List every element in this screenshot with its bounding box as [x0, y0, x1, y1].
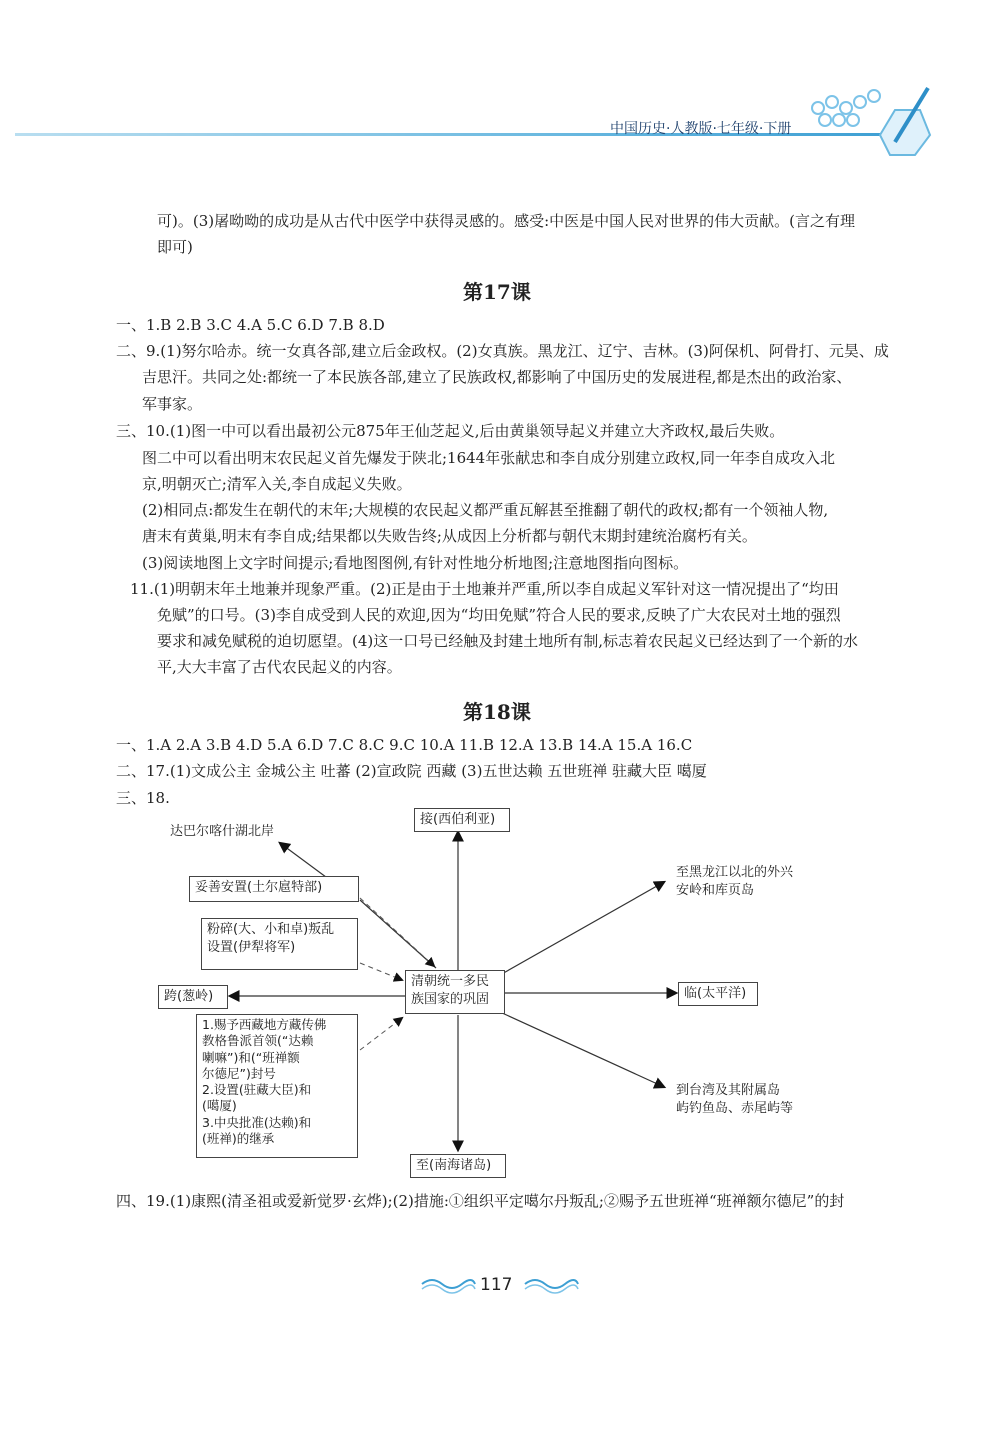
l17-line: 京,明朝灭亡;清军入关,李自成起义失败。: [142, 475, 412, 493]
l17-line: 一、1.B 2.B 3.C 4.A 5.C 6.D 7.B 8.D: [116, 316, 385, 334]
intro-line-2: 即可): [157, 238, 193, 256]
diagram-south-box: 至(南海诸岛): [410, 1154, 506, 1178]
diagram-northwest-label: 达巴尔喀什湖北岸: [170, 824, 275, 839]
l17-line: (3)阅读地图上文字时间提示;看地图图例,有针对性地分析地图;注意地图指向图标。: [142, 554, 689, 572]
l18-q4-line: 四、19.(1)康熙(清圣祖或爱新觉罗·玄烨);(2)措施:①组织平定噶尔丹叛乱;②赐予五世班禅“班禅额尔德尼”的封: [116, 1192, 845, 1210]
header-title: 中国历史·人教版·七年级·下册: [610, 121, 792, 137]
l18-line: 二、17.(1)文成公主 金城公主 吐蕃 (2)宣政院 西藏 (3)五世达赖 五世班禅 驻藏大臣 噶厦: [116, 762, 707, 780]
l17-line: 唐末有黄巢,明末有李自成;结果都以失败告终;从成因上分析都与朝代末期封建统治腐朽有关。: [142, 527, 757, 545]
l17-line: 吉思汗。共同之处:都统一了本民族各部,建立了民族政权,都影响了中国历史的发展进程,都是杰出的政治家、: [142, 368, 852, 386]
lesson-17-title: 第17课: [463, 280, 531, 304]
l18-line: 一、1.A 2.A 3.B 4.D 5.A 6.D 7.C 8.C 9.C 10.A 11.B 12.A 13.B 14.A 15.A 16.C: [116, 736, 693, 754]
diagram-tibet-box: 1.赐予西藏地方藏传佛 教格鲁派首领(“达赖 喇嘛”)和(“班禅额 尔德尼”)封号 2.设置(驻藏大臣)和 (噶厦) 3.中央批准(达赖)和 (班禅)的继承: [196, 1014, 358, 1158]
l17-line: 三、10.(1)图一中可以看出最初公元875年王仙芝起义,后由黄巢领导起义并建立大齐政权,最后失败。: [116, 422, 785, 440]
diagram-center-box: 清朝统一多民 族国家的巩固: [405, 970, 505, 1014]
diagram-pingpan-box: 粉碎(大、小和卓)叛乱 设置(伊犁将军): [201, 918, 358, 970]
diagram-west-box: 跨(葱岭): [158, 985, 228, 1009]
diagram-east-box: 临(太平洋): [678, 982, 758, 1006]
l17-line: 平,大大丰富了古代农民起义的内容。: [157, 658, 402, 676]
l17-line: 要求和减免赋税的迫切愿望。(4)这一口号已经触及封建土地所有制,标志着农民起义已经达到了一个新的水: [157, 632, 859, 650]
lesson-18-title: 第18课: [463, 700, 531, 724]
l17-line: 图二中可以看出明末农民起义首先爆发于陕北;1644年张献忠和李自成分别建立政权,同一年李自成攻入北: [142, 449, 836, 467]
diagram-southeast-label: 到台湾及其附属岛 屿钓鱼岛、赤尾屿等: [676, 1083, 794, 1117]
l17-line: 11.(1)明朝末年土地兼并现象严重。(2)正是由于土地兼并严重,所以李自成起义军针对这一情况提出了“均田: [130, 580, 839, 598]
l17-line: 二、9.(1)努尔哈赤。统一女真各部,建立后金政权。(2)女真族。黑龙江、辽宁、吉林。(3)阿保机、阿骨打、元昊、成: [116, 342, 889, 360]
page-number: 117: [480, 1275, 513, 1295]
diagram-north-box: 接(西伯利亚): [414, 808, 510, 832]
l17-line: (2)相同点:都发生在朝代的末年;大规模的农民起义都严重瓦解甚至推翻了朝代的政权;都有一个领袖人物,: [142, 501, 829, 519]
l17-line: 免赋”的口号。(3)李自成受到人民的欢迎,因为“均田免赋”符合人民的要求,反映了广大农民对土地的强烈: [157, 606, 841, 624]
diagram-northeast-label: 至黑龙江以北的外兴 安岭和库页岛: [676, 865, 794, 899]
diagram-anzhi-box: 妥善安置(土尔扈特部): [189, 876, 359, 902]
l17-line: 军事家。: [142, 395, 203, 413]
intro-line-1: 可)。(3)屠呦呦的成功是从古代中医学中获得灵感的。感受:中医是中国人民对世界的伟大贡献。(言之有理: [157, 212, 856, 230]
l18-line: 三、18.: [116, 789, 170, 807]
